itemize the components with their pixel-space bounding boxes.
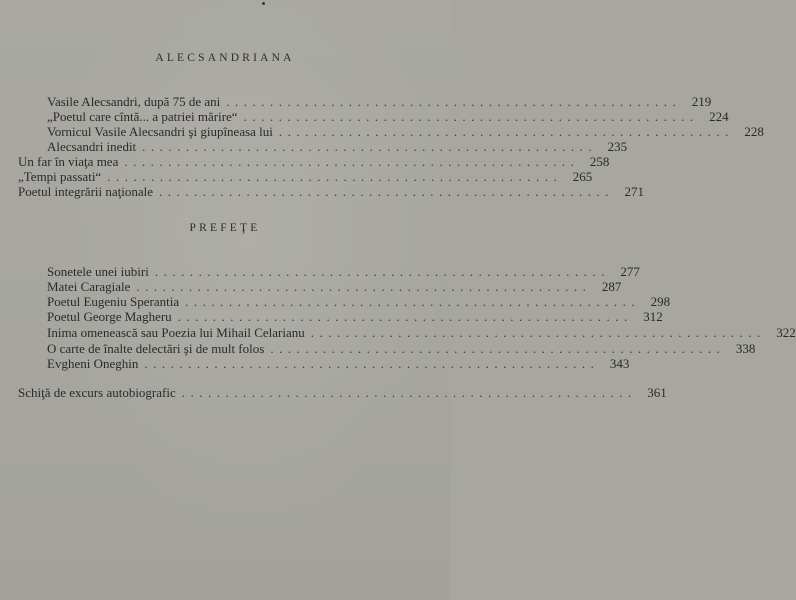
entry-page: 258: [589, 154, 610, 169]
entry-title: Un far în viaţa mea: [18, 154, 119, 169]
entry-title: „Tempi passati“: [18, 169, 102, 184]
page-mark: [262, 2, 265, 5]
entry-page: 338: [735, 341, 756, 356]
leader-dots: ....................................................: [136, 279, 592, 294]
entry-title: Vornicul Vasile Alecsandri şi giupîneasa lui: [47, 124, 273, 139]
entry-title: Sonetele unei iubiri: [47, 264, 149, 279]
leader-dots: ....................................................: [159, 184, 615, 199]
leader-dots: ....................................................: [181, 385, 637, 400]
section-title-alecsandriana: ALECSANDRIANA: [155, 52, 295, 64]
entry-title: Matei Caragiale: [47, 279, 131, 294]
entry-page: 235: [607, 139, 628, 154]
entry-page: 361: [647, 385, 667, 400]
leader-dots: ....................................................: [107, 169, 563, 184]
toc-entry: [47, 109, 729, 124]
entry-page: 277: [620, 264, 640, 279]
toc-entry: [47, 94, 712, 109]
toc-entry: [47, 325, 796, 340]
toc-entry-final: [18, 385, 667, 400]
toc-entry: [47, 341, 756, 356]
entry-title: Inima omenească sau Poezia lui Mihail Celarianu: [47, 325, 305, 340]
leader-dots: ....................................................: [144, 356, 600, 371]
entry-page: 343: [609, 356, 630, 371]
toc-entry: [47, 264, 640, 279]
entry-page: 298: [650, 294, 671, 309]
entry-title: Alecsandri inedit: [47, 139, 137, 154]
entry-title: Evgheni Oneghin: [47, 356, 139, 371]
entry-title: Poetul George Magheru: [47, 309, 172, 324]
entry-title: Vasile Alecsandri, după 75 de ani: [47, 94, 221, 109]
toc-entry: [47, 124, 764, 139]
toc-entry: [47, 139, 628, 154]
toc-entry: [18, 154, 610, 169]
entry-page: 287: [601, 279, 622, 294]
leader-dots: ....................................................: [154, 264, 610, 279]
toc-entry: [47, 279, 622, 294]
entry-title: O carte de înalte delectări şi de mult folos: [47, 341, 265, 356]
leader-dots: ....................................................: [310, 325, 766, 340]
leader-dots: ....................................................: [177, 309, 633, 324]
toc-entry: [47, 309, 663, 324]
leader-dots: ....................................................: [142, 139, 598, 154]
entry-page: 271: [624, 184, 645, 199]
leader-dots: ....................................................: [243, 109, 699, 124]
entry-page: 265: [572, 169, 593, 184]
leader-dots: ....................................................: [278, 124, 734, 139]
entry-page: 228: [744, 124, 764, 139]
toc-entry: [47, 356, 630, 371]
entry-title: Poetul Eugeniu Sperantia: [47, 294, 180, 309]
entry-page: 224: [709, 109, 729, 124]
entry-title: „Poetul care cîntă... a patriei mărire“: [47, 109, 238, 124]
leader-dots: ....................................................: [270, 341, 726, 356]
entry-page: 322: [776, 325, 796, 340]
entry-page: 219: [691, 94, 712, 109]
leader-dots: ....................................................: [124, 154, 580, 169]
toc-entry: [18, 184, 645, 199]
entry-title: Poetul integrării naţionale: [18, 184, 154, 199]
toc-entry: [47, 294, 671, 309]
section-title-prefete: PREFEŢE: [189, 222, 261, 234]
entry-page: 312: [643, 309, 663, 324]
leader-dots: ....................................................: [185, 294, 641, 309]
leader-dots: ....................................................: [226, 94, 682, 109]
entry-title: Schiţă de excurs autobiografic: [18, 385, 176, 400]
toc-entry: [18, 169, 593, 184]
